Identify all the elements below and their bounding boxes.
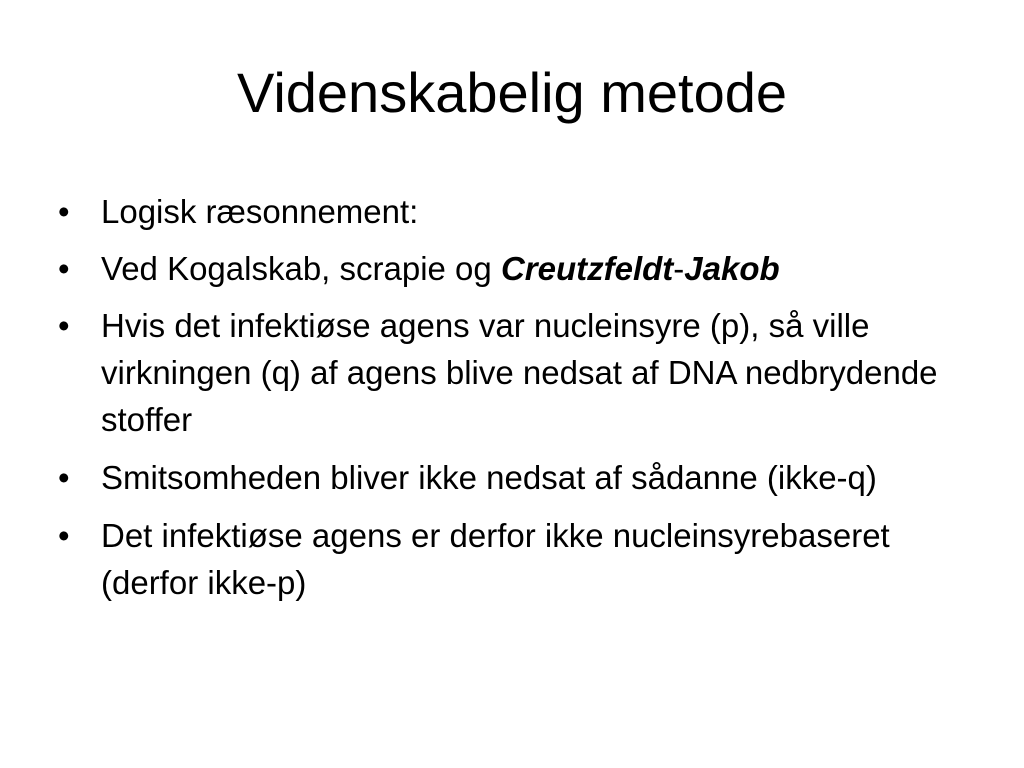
bullet-item-hvis: [58, 302, 978, 443]
bullet-emphasis-jakob: Jakob: [684, 250, 780, 287]
bullet-emphasis-creutzfeldt: Creutzfeldt: [500, 250, 674, 287]
slide-title: Videnskabelig metode: [236, 61, 788, 124]
bullet-marker: •: [58, 193, 70, 230]
bullet-list: [58, 188, 978, 617]
bullet-text: Logisk ræsonnement:: [101, 193, 419, 230]
bullet-item-det-infektiose: [58, 512, 978, 606]
bullet-marker: •: [58, 517, 70, 554]
bullet-marker: •: [58, 307, 70, 344]
bullet-text: Det infektiøse agens er derfor ikke nucleinsyrebaseret (derfor ikke-p): [101, 517, 890, 601]
bullet-text: Hvis det infektiøse agens var nucleinsyre (p), så ville virkningen (q) af agens blive nedsat af DNA nedbrydende stoffer: [101, 307, 938, 438]
bullet-item-smitsomheden: [58, 454, 978, 501]
bullet-item-kogalskab: [58, 245, 978, 292]
bullet-text: Smitsomheden bliver ikke nedsat af sådanne (ikke-q): [101, 459, 877, 496]
bullet-text-prefix: Ved Kogalskab, scrapie og: [101, 250, 501, 287]
bullet-marker: •: [58, 459, 70, 496]
bullet-item-logisk: [58, 188, 978, 235]
bullet-marker: •: [58, 250, 70, 287]
bullet-dash: -: [673, 250, 685, 287]
